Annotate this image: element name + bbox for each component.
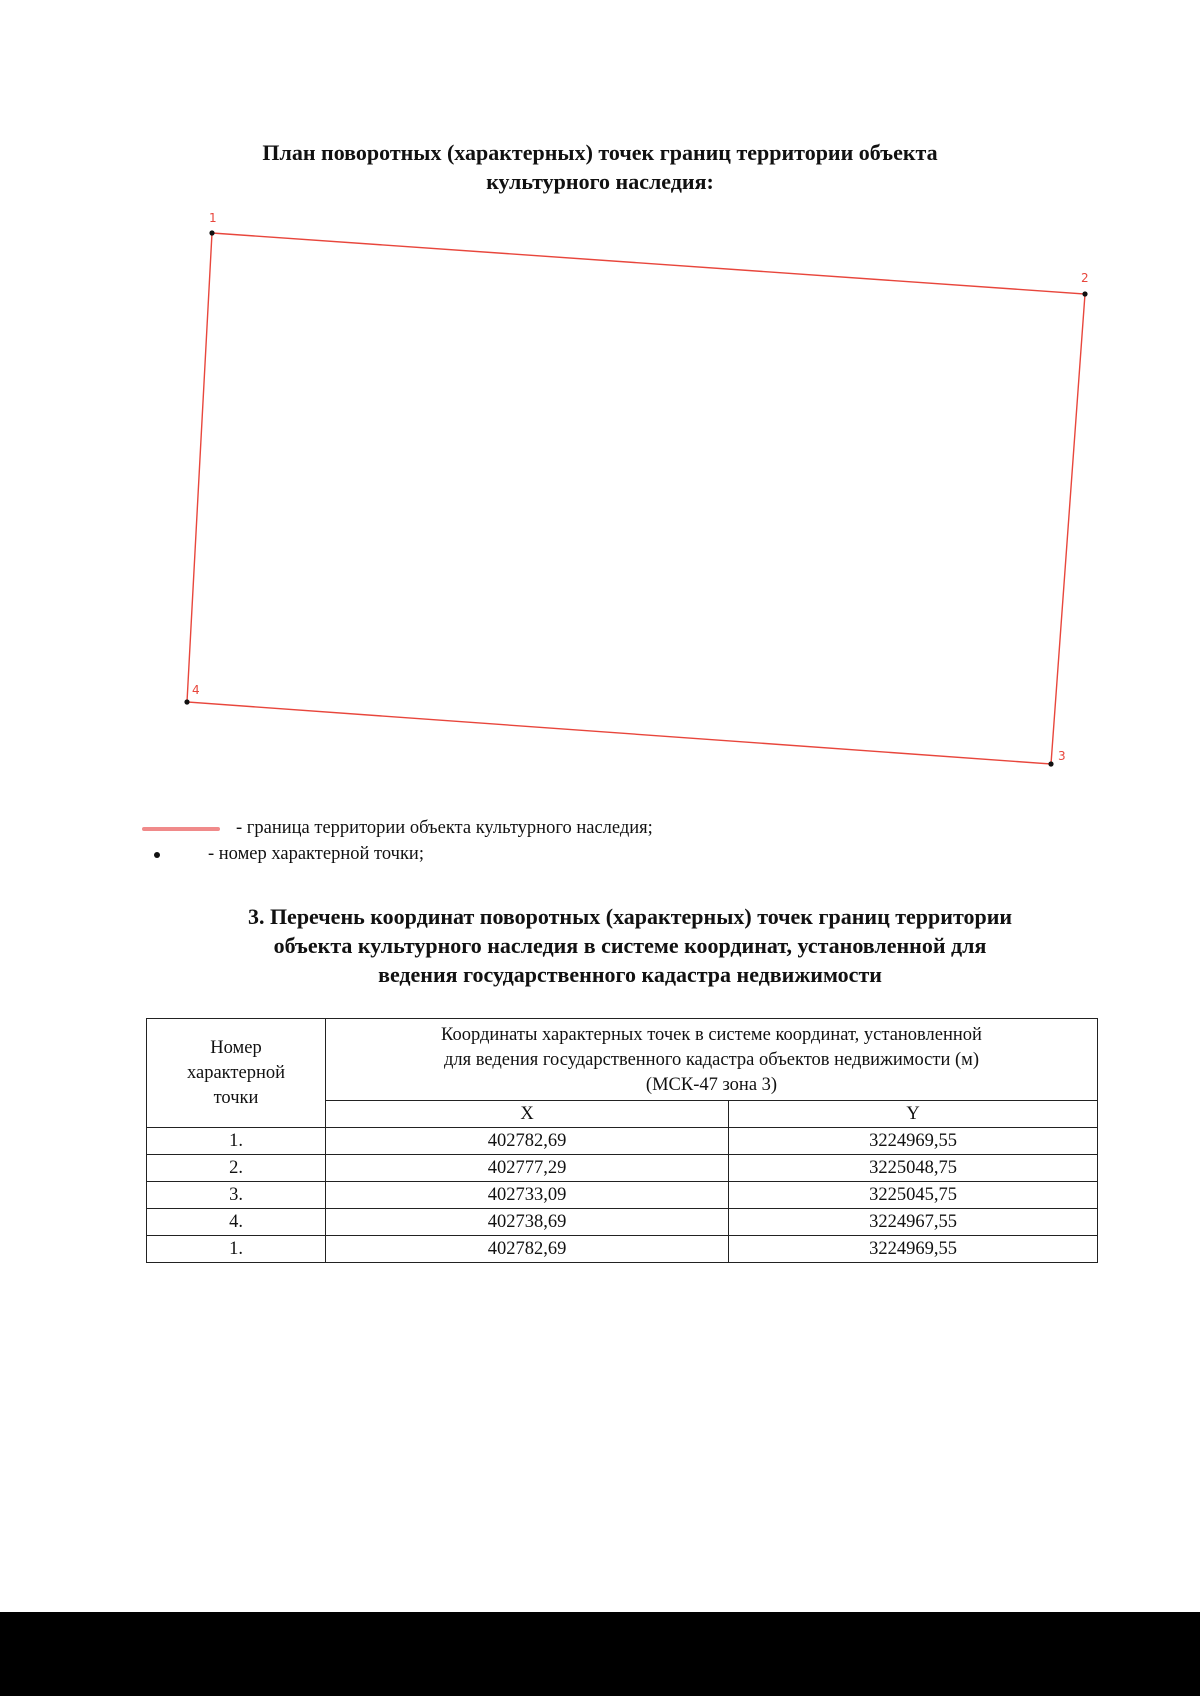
plan-title-line-1: План поворотных (характерных) точек границ территории объекта <box>262 140 938 165</box>
cell-number: 1. <box>147 1236 326 1263</box>
table-row <box>147 1128 1098 1155</box>
point-label-2: 2 <box>1081 271 1089 285</box>
cell-number: 2. <box>147 1155 326 1182</box>
section-title-line-2: объекта культурного наследия в системе координат, установленной для <box>273 933 987 958</box>
legend-point-text: - номер характерной точки; <box>208 844 424 864</box>
section-title-line-1: 3. Перечень координат поворотных (характерных) точек границ территории <box>247 904 1013 929</box>
scan-border <box>0 1612 1200 1696</box>
header-coords-line-2: для ведения государственного кадастра объектов недвижимости (м) <box>443 1050 980 1070</box>
cell-y: 3225048,75 <box>729 1155 1098 1182</box>
boundary-point-1 <box>209 230 214 235</box>
table-row <box>147 1209 1098 1236</box>
header-number-line-2: характерной <box>186 1062 286 1083</box>
table-row <box>147 1155 1098 1182</box>
cell-y: 3224969,55 <box>729 1128 1098 1155</box>
cell-y: 3224967,55 <box>729 1209 1098 1236</box>
boundary-polygon <box>187 233 1085 764</box>
coordinates-table <box>146 1018 1098 1263</box>
cell-y: 3225045,75 <box>729 1182 1098 1209</box>
section-title-line-3: ведения государственного кадастра недвижимости <box>378 962 882 987</box>
table-row <box>147 1236 1098 1263</box>
header-number-line-3: точки <box>213 1087 259 1108</box>
cell-x: 402782,69 <box>326 1128 729 1155</box>
boundary-line-swatch <box>142 827 220 831</box>
cell-number: 1. <box>147 1128 326 1155</box>
boundary-plan <box>0 0 1200 820</box>
cell-number: 4. <box>147 1209 326 1236</box>
plan-title-line-2: культурного наследия: <box>486 169 714 194</box>
boundary-point-3 <box>1048 761 1053 766</box>
boundary-point-2 <box>1082 291 1087 296</box>
header-coords-line-1: Координаты характерных точек в системе координат, установленной <box>441 1025 982 1045</box>
cell-x: 402738,69 <box>326 1209 729 1236</box>
boundary-point-4 <box>184 699 189 704</box>
point-label-1: 1 <box>209 211 217 225</box>
point-dot-swatch <box>154 852 160 858</box>
table-row <box>147 1182 1098 1209</box>
cell-x: 402733,09 <box>326 1182 729 1209</box>
legend-boundary-text: - граница территории объекта культурного наследия; <box>236 818 653 838</box>
section-title <box>140 902 1120 989</box>
point-label-4: 4 <box>192 683 200 697</box>
header-y: Y <box>729 1101 1098 1128</box>
cell-number: 3. <box>147 1182 326 1209</box>
header-coordinates <box>326 1019 1098 1101</box>
table-header-row <box>147 1019 1098 1101</box>
cell-y: 3224969,55 <box>729 1236 1098 1263</box>
header-coords-line-3: (МСК-47 зона 3) <box>645 1075 778 1095</box>
header-number-line-1: Номер <box>210 1037 262 1058</box>
point-label-3: 3 <box>1058 749 1066 763</box>
header-point-number <box>147 1019 326 1128</box>
cell-x: 402782,69 <box>326 1236 729 1263</box>
cell-x: 402777,29 <box>326 1155 729 1182</box>
header-x: X <box>326 1101 729 1128</box>
